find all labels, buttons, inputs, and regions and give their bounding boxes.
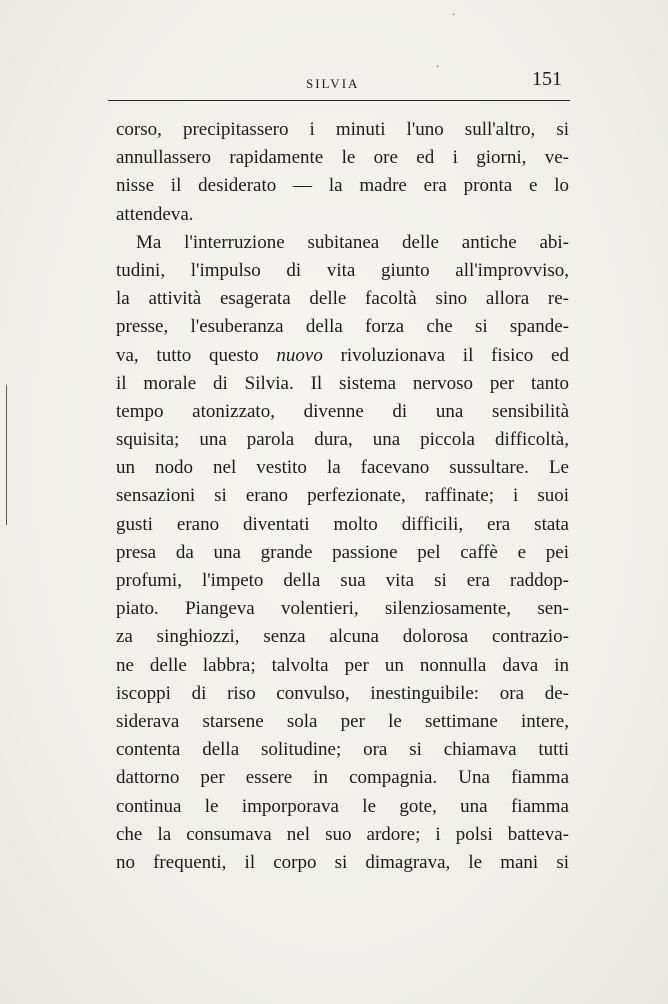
text-line: il morale di Silvia. Il sistema nervoso per tanto	[116, 372, 569, 394]
text-line: un nodo nel vestito la facevano sussultare. Le	[116, 457, 569, 479]
page-edge-line	[6, 385, 7, 525]
text-line: annullassero rapidamente le ore ed i giorni, ve-	[116, 147, 569, 169]
text-line: che la consumava nel suo ardore; i polsi batteva-	[116, 823, 569, 845]
text-line: presa da una grande passione pel caffè e pei	[116, 541, 569, 563]
text-line: la attività esagerata delle facoltà sino allora re-	[116, 288, 569, 310]
text-line: piato. Piangeva volentieri, silenziosamente, sen-	[116, 598, 569, 620]
text-line: tempo atonizzato, divenne di una sensibilità	[116, 400, 569, 422]
text-line: squisita; una parola dura, una piccola difficoltà,	[116, 429, 569, 451]
text-segment: rivoluzionava il fisico ed	[340, 344, 569, 366]
italic-word: nuovo	[276, 344, 323, 366]
text-segment: va, tutto questo	[116, 344, 259, 366]
text-line-with-italic	[116, 342, 569, 370]
print-speck: ·	[452, 10, 456, 21]
text-line: sensazioni si erano perfezionate, raffinate; i suoi	[116, 485, 569, 507]
text-line: ne delle labbra; talvolta per un nonnulla dava in	[116, 654, 569, 676]
text-line: presse, l'esuberanza della forza che si spande-	[116, 316, 569, 338]
text-line: contenta della solitudine; ora si chiamava tutti	[116, 739, 569, 761]
text-line: profumi, l'impeto della sua vita si era raddop-	[116, 570, 569, 591]
text-line: no frequenti, il corpo si dimagrava, le mani si	[116, 851, 569, 873]
text-line: continua le imporporava le gote, una fiamma	[116, 795, 569, 817]
body-text	[116, 116, 569, 877]
text-line: tudini, l'impulso di vita giunto all'improvviso,	[116, 259, 569, 281]
text-line: iscoppi di riso convulso, inestinguibile: ora de-	[116, 682, 569, 704]
text-line: za singhiozzi, senza alcuna dolorosa contrazio-	[116, 626, 569, 648]
text-line: Ma l'interruzione subitanea delle antiche abi-	[136, 231, 569, 253]
page-header	[108, 66, 570, 101]
text-line: attendeva.	[116, 203, 194, 225]
text-line: nisse il desiderato — la madre era pronta e lo	[116, 175, 569, 197]
text-line: dattorno per essere in compagnia. Una fiamma	[116, 767, 569, 789]
print-speck: ·	[436, 62, 440, 73]
text-line: corso, precipitassero i minuti l'uno sull'altro, si	[116, 119, 569, 140]
running-title: SILVIA	[306, 76, 360, 91]
text-line: gusti erano diventati molto difficili, era stata	[116, 513, 569, 535]
text-line: siderava starsene sola per le settimane intere,	[116, 710, 569, 732]
page-number: 151	[532, 68, 562, 90]
